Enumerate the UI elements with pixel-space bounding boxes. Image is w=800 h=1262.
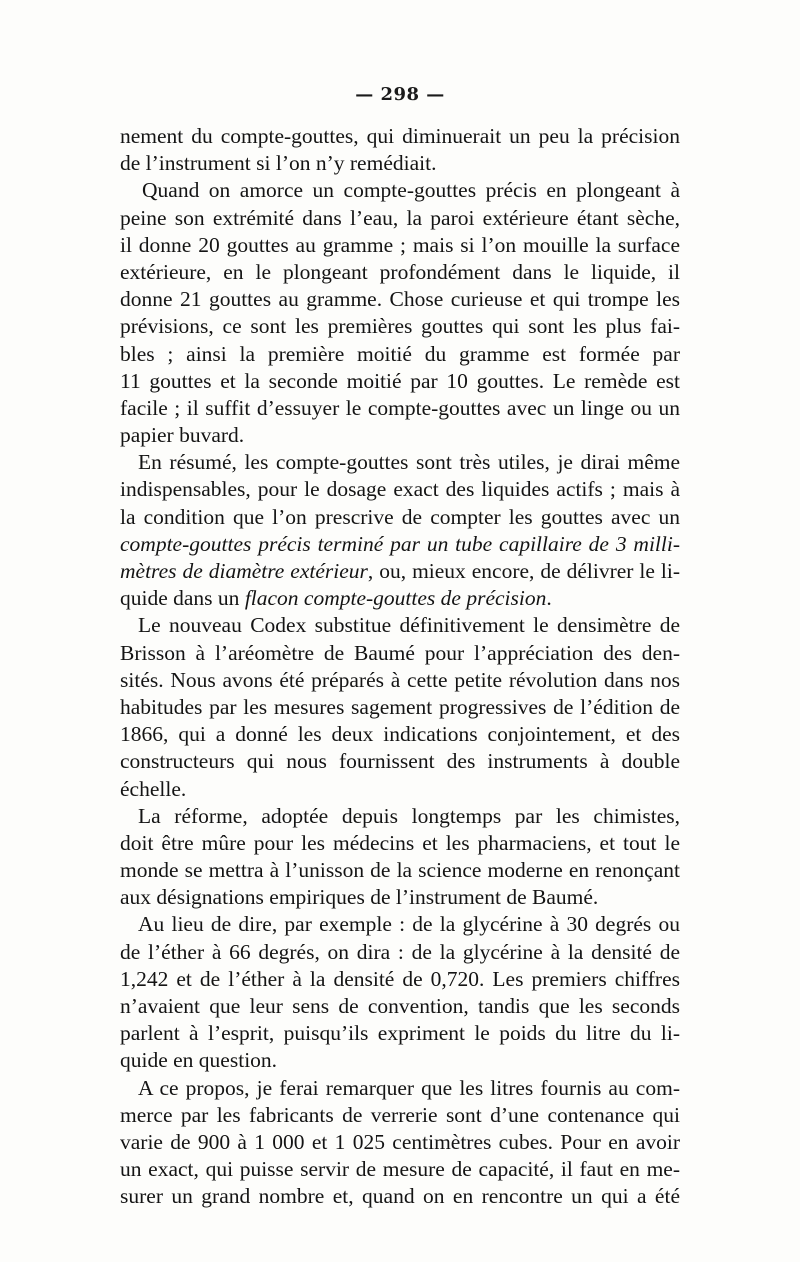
text-line: la condition que l’on prescrive de compter les gouttes avec un bbox=[120, 504, 680, 529]
text-line: Le nouveau Codex substitue définitivement le densimètre de bbox=[138, 613, 680, 638]
text-line: aux désignations empiriques de l’instrument de Baumé. bbox=[120, 885, 599, 910]
text-line: nement du compte-gouttes, qui diminuerait un peu la précision bbox=[120, 124, 680, 148]
paragraph bbox=[120, 803, 680, 912]
text-line: Quand on amorce un compte-gouttes précis en plongeant à bbox=[142, 178, 680, 203]
text-line: 11 gouttes et la seconde moitié par 10 gouttes. Le remède est bbox=[120, 368, 680, 393]
text-line: peine son extrémité dans l’eau, la paroi extérieure étant sèche, bbox=[120, 205, 680, 230]
text-line: bles ; ainsi la première moitié du gramme est formée par bbox=[120, 341, 680, 366]
text-line: papier buvard. bbox=[120, 423, 245, 448]
text-line: 1,242 et de l’éther à la densité de 0,720. Les premiers chiffres bbox=[120, 966, 680, 991]
text-line: il donne 20 gouttes au gramme ; mais si l’on mouille la surface bbox=[120, 232, 680, 257]
page-number: — 298 — bbox=[355, 84, 445, 105]
text-line: facile ; il suffit d’essuyer le compte-gouttes avec un linge ou un bbox=[120, 395, 680, 420]
paragraph bbox=[120, 177, 680, 449]
text-line: donne 21 gouttes au gramme. Chose curieuse et qui trompe les bbox=[120, 287, 680, 312]
text-line: n’avaient que leur sens de convention, tandis que les seconds bbox=[120, 994, 680, 1018]
text-line: quide en question. bbox=[120, 1048, 278, 1073]
paragraph bbox=[120, 449, 680, 612]
text-line: La réforme, adoptée depuis longtemps par les chimistes, bbox=[138, 803, 680, 828]
text-line: 1866, qui a donné les deux indications conjointement, et des bbox=[120, 722, 680, 747]
text-line: merce par les fabricants de verrerie sont d’une contenance qui bbox=[120, 1102, 680, 1127]
body-text bbox=[120, 123, 680, 1211]
text-line: habitudes par les mesures sagement progressives de l’édition de bbox=[120, 694, 680, 719]
text-line: prévisions, ce sont les premières gouttes qui sont les plus fai- bbox=[120, 314, 680, 339]
paragraph bbox=[120, 612, 680, 802]
text-line: constructeurs qui nous fournissent des instruments à double bbox=[120, 749, 680, 774]
paragraph bbox=[120, 123, 680, 177]
text-line: doit être mûre pour les médecins et les pharmaciens, et tout le bbox=[120, 830, 680, 855]
text-line: mètres de diamètre extérieur, ou, mieux encore, de délivrer le li- bbox=[120, 559, 680, 583]
text-line: monde se mettra à l’unisson de la science moderne en renonçant bbox=[120, 858, 680, 883]
paragraph bbox=[120, 911, 680, 1074]
text-line: compte-gouttes précis terminé par un tube capillaire de 3 milli- bbox=[120, 531, 680, 556]
text-line: un exact, qui puisse servir de mesure de capacité, il faut en me- bbox=[120, 1157, 680, 1182]
text-line: surer un grand nombre et, quand on en rencontre un qui a été bbox=[120, 1184, 680, 1209]
text-line: quide dans un flacon compte-gouttes de précision. bbox=[120, 586, 552, 611]
text-line: de l’instrument si l’on n’y remédiait. bbox=[120, 151, 437, 176]
text-line: Au lieu de dire, par exemple : de la glycérine à 30 degrés ou bbox=[138, 912, 680, 937]
text-line: sités. Nous avons été préparés à cette petite révolution dans nos bbox=[120, 667, 680, 692]
text-line: parlent à l’esprit, puisqu’ils expriment le poids du litre du li- bbox=[120, 1021, 680, 1046]
text-line: En résumé, les compte-gouttes sont très utiles, je dirai même bbox=[138, 450, 680, 475]
text-line: indispensables, pour le dosage exact des liquides actifs ; mais à bbox=[120, 477, 680, 502]
text-line: de l’éther à 66 degrés, on dira : de la glycérine à la densité de bbox=[120, 939, 680, 964]
text-line: Brisson à l’aréomètre de Baumé pour l’appréciation des den- bbox=[120, 640, 680, 665]
text-line: échelle. bbox=[120, 776, 187, 801]
text-line: varie de 900 à 1 000 et 1 025 centimètres cubes. Pour en avoir bbox=[120, 1129, 680, 1154]
text-line: extérieure, en le plongeant profondément dans le liquide, il bbox=[120, 259, 680, 284]
text-line: A ce propos, je ferai remarquer que les litres fournis au com- bbox=[138, 1075, 680, 1100]
paragraph bbox=[120, 1075, 680, 1211]
